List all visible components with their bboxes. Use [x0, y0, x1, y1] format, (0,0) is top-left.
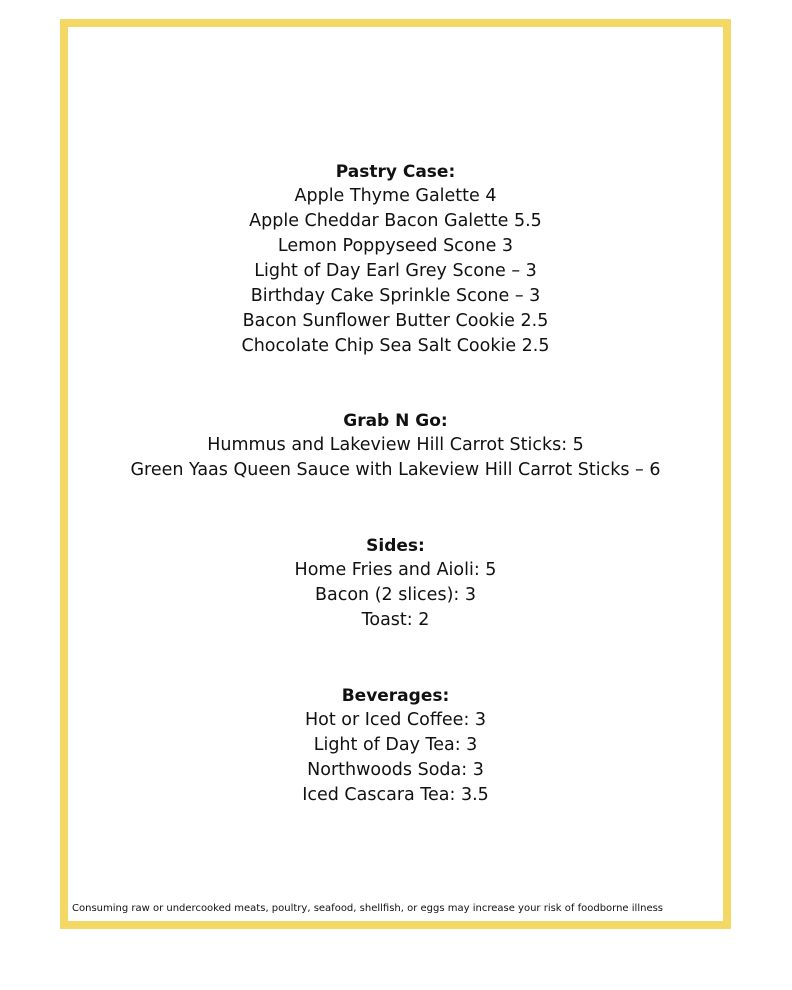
menu-item-list	[68, 708, 723, 808]
menu-item: Apple Thyme Galette 4	[294, 186, 497, 206]
menu-item: Light of Day Earl Grey Scone – 3	[254, 261, 537, 281]
menu-item: Apple Cheddar Bacon Galette 5.5	[249, 211, 542, 231]
menu-item-list	[68, 558, 723, 633]
food-safety-disclaimer: Consuming raw or undercooked meats, poultry, seafood, shellfish, or eggs may increase your risk of foodborne illness	[72, 903, 664, 914]
menu-item: Green Yaas Queen Sauce with Lakeview Hill Carrot Sticks – 6	[130, 460, 661, 480]
menu-item: Bacon Sunflower Butter Cookie 2.5	[242, 311, 549, 331]
section-heading: Beverages:	[341, 686, 450, 706]
beverages-section	[68, 684, 723, 808]
grab-n-go-section	[68, 409, 723, 483]
menu-item: Birthday Cake Sprinkle Scone – 3	[250, 286, 541, 306]
menu-item: Hot or Iced Coffee: 3	[304, 710, 487, 730]
menu-item: Home Fries and Aioli: 5	[294, 560, 497, 580]
menu-item: Northwoods Soda: 3	[307, 760, 484, 780]
menu-item: Hummus and Lakeview Hill Carrot Sticks: 5	[207, 435, 584, 455]
section-heading: Pastry Case:	[335, 162, 456, 182]
menu-item-list	[68, 184, 723, 359]
menu-item: Lemon Poppyseed Scone 3	[277, 236, 514, 256]
menu-item: Light of Day Tea: 3	[313, 735, 478, 755]
menu-item-list	[68, 433, 723, 483]
menu-item: Bacon (2 slices): 3	[314, 585, 476, 605]
section-heading: Sides:	[366, 536, 425, 556]
pastry-case-section	[68, 160, 723, 359]
menu-item: Chocolate Chip Sea Salt Cookie 2.5	[241, 336, 550, 356]
menu-item: Toast: 2	[361, 610, 430, 630]
menu-item: Iced Cascara Tea: 3.5	[302, 785, 489, 805]
sides-section	[68, 534, 723, 633]
section-heading: Grab N Go:	[343, 411, 448, 431]
menu-page	[60, 19, 731, 929]
